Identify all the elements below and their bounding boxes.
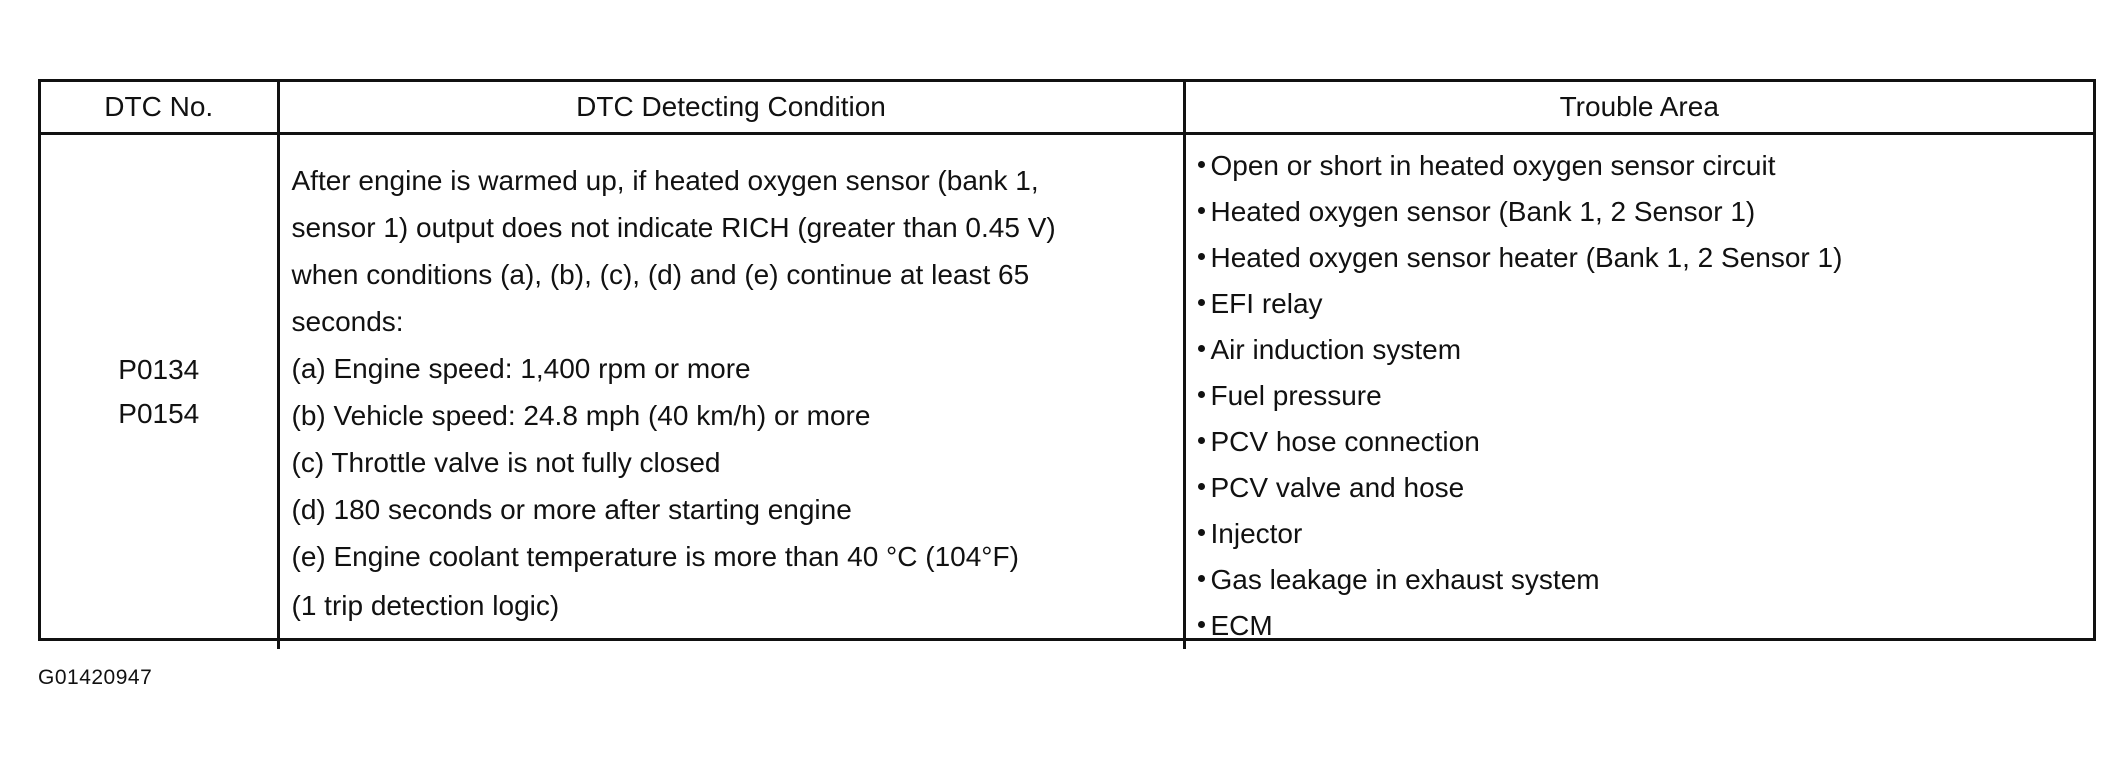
trouble-area-item [1198, 465, 2082, 511]
trouble-area-item [1198, 373, 2082, 419]
bullet-icon [1198, 391, 1205, 398]
trouble-area-label: Fuel pressure [1210, 380, 1382, 411]
bullet-icon [1198, 437, 1205, 444]
trouble-area-label: Heated oxygen sensor (Bank 1, 2 Sensor 1) [1210, 196, 1756, 227]
trouble-area-label: Open or short in heated oxygen sensor circuit [1210, 150, 1776, 181]
dtc-code: P0154 [118, 398, 200, 429]
trouble-area-item [1198, 511, 2082, 557]
trouble-area-label: EFI relay [1210, 288, 1323, 319]
bullet-icon [1198, 345, 1205, 352]
bullet-icon [1198, 161, 1205, 168]
dtc-code: P0134 [118, 354, 200, 385]
trouble-area-item [1198, 557, 2082, 603]
header-detecting-condition: DTC Detecting Condition [278, 82, 1184, 134]
bullet-icon [1198, 253, 1205, 260]
bullet-icon [1198, 575, 1205, 582]
condition-line: when conditions (a), (b), (c), (d) and (e) continue at least 65 [291, 259, 1030, 290]
condition-line: (a) Engine speed: 1,400 rpm or more [291, 353, 751, 384]
condition-line: (d) 180 seconds or more after starting engine [291, 494, 852, 525]
dtc-code-cell [41, 134, 278, 650]
trouble-area-label: Air induction system [1210, 334, 1462, 365]
trouble-area-label: PCV valve and hose [1210, 472, 1465, 503]
table-header-row [41, 82, 2093, 134]
trouble-area-item [1198, 281, 2082, 327]
condition-line: (e) Engine coolant temperature is more than 40 °C (104°F) [291, 541, 1019, 572]
figure-id: G01420947 [38, 666, 153, 689]
condition-line: (b) Vehicle speed: 24.8 mph (40 km/h) or more [291, 400, 871, 431]
trouble-area-label: Gas leakage in exhaust system [1210, 564, 1600, 595]
table-row [41, 134, 2093, 650]
trouble-area-label: Heated oxygen sensor heater (Bank 1, 2 Sensor 1) [1210, 242, 1843, 273]
condition-line: (c) Throttle valve is not fully closed [291, 447, 721, 478]
condition-line: sensor 1) output does not indicate RICH (greater than 0.45 V) [291, 212, 1056, 243]
bullet-icon [1198, 529, 1205, 536]
bullet-icon [1198, 483, 1205, 490]
detecting-condition-cell [278, 134, 1184, 650]
condition-line: After engine is warmed up, if heated oxygen sensor (bank 1, [291, 165, 1039, 196]
trouble-area-item [1198, 143, 2082, 189]
bullet-icon [1198, 207, 1205, 214]
trouble-area-label: ECM [1210, 610, 1273, 641]
condition-line: seconds: [291, 306, 404, 337]
header-trouble-area: Trouble Area [1184, 82, 2093, 134]
trouble-area-label: PCV hose connection [1210, 426, 1480, 457]
trouble-area-cell [1184, 134, 2093, 650]
detection-logic-note: (1 trip detection logic) [291, 590, 560, 621]
trouble-area-item [1198, 189, 2082, 235]
header-dtc-no: DTC No. [41, 82, 278, 134]
bullet-icon [1198, 299, 1205, 306]
trouble-area-item [1198, 327, 2082, 373]
bullet-icon [1198, 621, 1205, 628]
trouble-area-item [1198, 603, 2082, 649]
dtc-table-frame [38, 79, 2096, 641]
trouble-area-item [1198, 419, 2082, 465]
dtc-table [41, 82, 2093, 649]
trouble-area-item [1198, 235, 2082, 281]
trouble-area-label: Injector [1210, 518, 1303, 549]
